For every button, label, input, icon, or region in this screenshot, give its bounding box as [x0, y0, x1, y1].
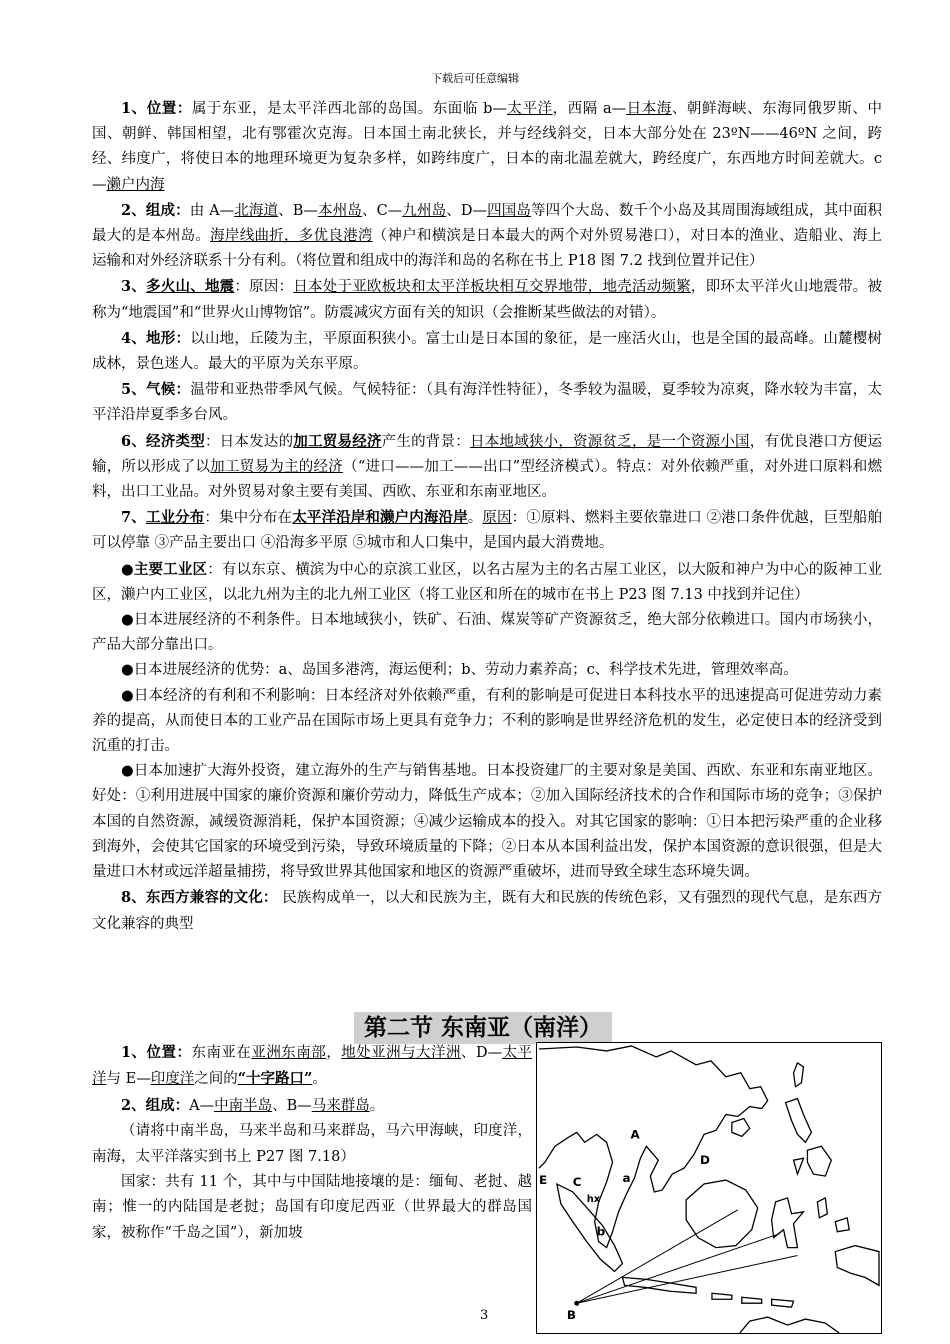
- map-label-a: a: [622, 1171, 631, 1186]
- para-sea-note: （请将中南半岛，马来半岛和马来群岛，马六甲海峡，印度洋，南海，太平洋落实到书上 P27 图 7.18）: [92, 1123, 532, 1165]
- section-southeast-asia: [92, 1040, 532, 1246]
- bullet-industrial-zones: ●主要工业区：有以东京、横滨为中心的京滨工业区，以名古屋为主的名古屋工业区，以大阪和神户为中心的阪神工业区，濑户内工业区，以北九州为主的北九州工业区（将工业区和所在的城市在书上 P23 图 7.13 中找到并记住）: [92, 560, 883, 603]
- label-climate: 气候：: [146, 381, 191, 399]
- para-sea-countries: 国家：共有 11 个，其中与中国陆地接壤的是：缅甸、老挝、越南；惟一的内陆国是老挝；岛国有印度尼西亚（世界最大的群岛国家，被称作“千岛之国”），新加坡: [92, 1174, 532, 1241]
- bullet-overseas-investment: ●日本加速扩大海外投资，建立海外的生产与销售基地。日本投资建厂的主要对象是美国、西欧、东亚和东南亚地区。好处：①利用进展中国家的廉价资源和廉价劳动力，降低生产成本；②加入国际经济技术的合作和国际市场的竞争；③保护本国的自然资源，减缓资源消耗，保护本国资源；④减少运输成本的投入。对其它国家的影响：①日本把污染严重的企业移到海外，会使其它国家的环境受到污染，导致环境质量的下降；②日本从本国利益出发，保护本国资源的意识很强，但是大量进口木材或远洋超量捕捞，将导致世界其他国家和地区的资源严重破坏，进而导致全球生态环境失调。: [92, 763, 882, 881]
- map-island-taiwan: [794, 1063, 804, 1087]
- section-title: 第二节 东南亚（南洋）: [354, 1012, 612, 1044]
- para-climate: 5、气候：温带和亚热带季风气候。气候特征：（具有海洋性特征），冬季较为温暖，夏季较为凉爽，降水较为丰富，太平洋沿岸夏季多台风。: [92, 381, 883, 424]
- label-culture: 东西方兼容的文化：: [145, 889, 278, 907]
- map-label-hx: hx: [586, 1193, 601, 1205]
- map-label-E: E: [538, 1173, 548, 1188]
- label-terrain: 地形：: [146, 329, 191, 347]
- bullet-disadvantages: ●日本进展经济的不利条件。日本地域狭小，铁矿、石油、煤炭等矿产资源贫乏，绝大部分依赖进口。国内市场狭小，产品大部分靠出口。: [92, 612, 882, 654]
- bullet-impacts: ●日本经济的有利和不利影响：日本经济对外依赖严重，有利的影响是可促进日本科技水平的迅速提高可促进劳动力素养的提高，从而使日本的工业产品在国际市场上更具有竞争力；不利的影响是世界经济危机的发生，必定使日本的经济受到沉重的打击。: [92, 687, 882, 755]
- map-island-sulawesi: [772, 1198, 804, 1248]
- map-label-C: C: [572, 1175, 582, 1190]
- map-label-B: B: [566, 1308, 576, 1323]
- label-composition: 组成：: [145, 201, 190, 219]
- map-island-philippines: [786, 1099, 832, 1176]
- map-coast-australia: [740, 1317, 839, 1333]
- para-terrain: 4、地形：以山地，丘陵为主，平原面积狭小。富士山是日本国的象征，是一座活火山，也是全国的最高峰。山麓樱树成林，景色迷人。最大的平原为关东平原。: [92, 329, 883, 373]
- map-coast-mainland: [539, 1046, 768, 1248]
- para-culture: 8、东西方兼容的文化： 民族构成单一，以大和民族为主，既有大和民族的传统色彩，又有强烈的现代气息，是东西方文化兼容的典型: [92, 889, 883, 932]
- label-volcano: 多火山、地震: [146, 278, 235, 296]
- map-island-borneo: [686, 1180, 758, 1248]
- section-japan: [92, 96, 882, 937]
- label-industry: 工业分布: [145, 509, 205, 527]
- label-economy: 经济类型: [146, 432, 205, 450]
- southeast-asia-map: [536, 1042, 882, 1334]
- para-sea-location: 1、位置：东南亚在亚洲东南部，地处亚洲与大洋洲、D—太平洋与 E—印度洋之间的“十字路口”。: [92, 1044, 533, 1088]
- map-label-A: A: [630, 1127, 640, 1142]
- map-label-D: D: [700, 1153, 710, 1168]
- map-island-new-guinea: [835, 1246, 879, 1286]
- para-economy: 6、经济类型：日本发达的加工贸易经济产生的背景：日本地域狭小，资源贫乏，是一个资源小国，有优良港口方便运输，所以形成了以加工贸易为主的经济（“进口——加工——出口”型经济模式）。特点：对外依赖严重，对外进口原料和燃料，出口工业品。对外贸易对象主要有美国、西欧、东亚和东南亚地区。: [92, 432, 883, 501]
- map-islands-maluku: [712, 1198, 849, 1307]
- para-sea-composition: 2、组成：A—中南半岛、B—马来群岛。: [121, 1096, 385, 1114]
- para-location: 1、位置：属于东亚，是太平洋西北部的岛国。东面临 b—太平洋，西隔 a—日本海、朝鲜海峡、东海同俄罗斯、中国、朝鲜、韩国相望，北有鄂霍次克海。日本国土南北狭长，并与经线斜交，日本大部分处在 23ºN——46ºN 之间，跨经、纬度广，将使日本的地理环境更为复杂多样，如跨纬度广，日本的南北温差就大，跨经度广，东西地方时间差就大。c—濑户内海: [92, 100, 883, 193]
- label-location: 位置：: [146, 100, 192, 117]
- map-line-3: [577, 1256, 798, 1304]
- para-volcano: 3、多火山、地震：原因：日本处于亚欧板块和太平洋板块相互交界地带，地壳活动频繁，即环太平洋火山地震带。被称为“地震国”和“世界火山博物馆”。防震减灾方面有关的知识（会推断某些做法的对错）。: [92, 278, 883, 321]
- map-island-hainan: [732, 1118, 750, 1136]
- bullet-advantages: ●日本进展经济的优势：a、岛国多港湾，海运便利；b、劳动力素养高；c、科学技术先进，管理效率高。: [121, 662, 798, 679]
- map-label-b: b: [596, 1224, 606, 1239]
- para-composition: 2、组成：由 A—北海道、B—本州岛、C—九州岛、D—四国岛等四个大岛、数千个小岛及其周围海域组成，其中面积最大的是本州岛。海岸线曲折，多优良港湾（神户和横滨是日本最大的两个对外贸易港口），对日本的渔业、造船业、海上运输和对外经济联系十分有利。（将位置和组成中的海洋和岛的名称在书上 P18 图 7.2 找到位置并记住）: [92, 201, 883, 270]
- para-industry: 7、工业分布：集中分布在太平洋沿岸和濑户内海沿岸。原因：①原料、燃料主要依靠进口 ②港口条件优越，巨型船舶可以停靠 ③产品主要出口 ④沿海多平原 ⑤城市和人口集中，是国内最大消费地。: [92, 509, 883, 552]
- page-number: 3: [480, 1308, 489, 1323]
- page-header: 下载后可任意编辑: [431, 72, 519, 85]
